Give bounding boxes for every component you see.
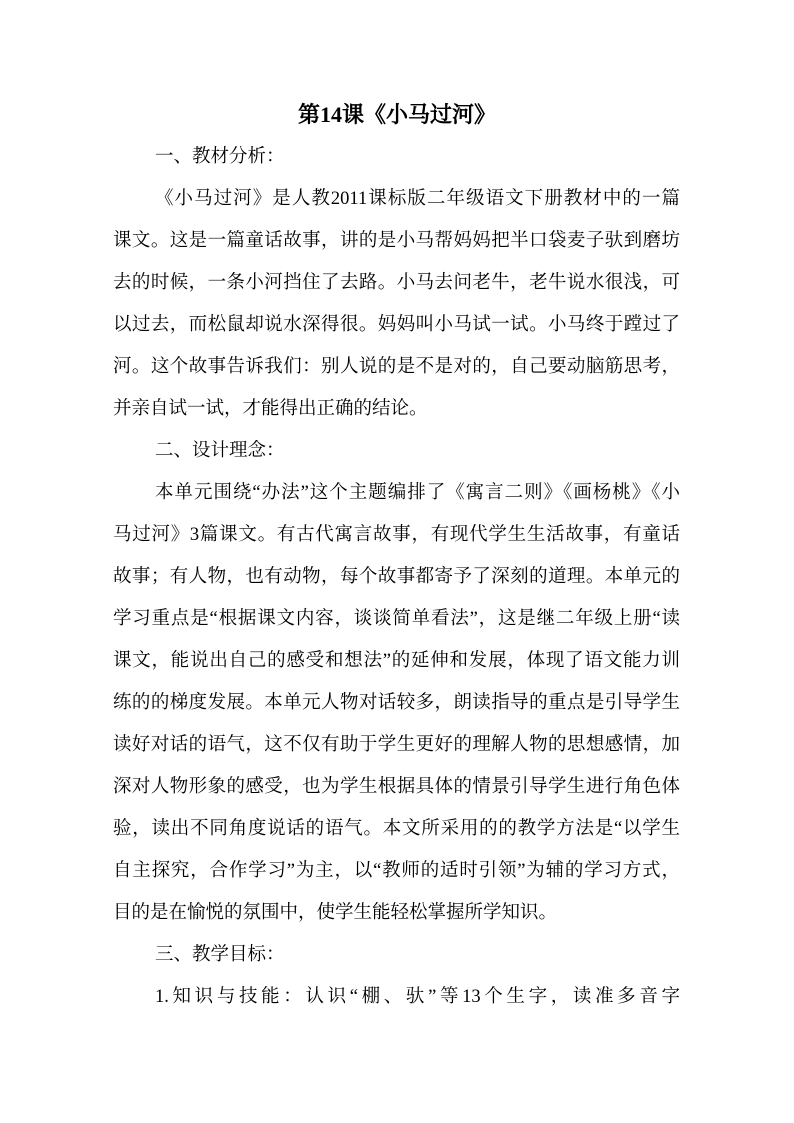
paragraph-line: 自主探究，合作学习”为主，以“教师的适时引领”为辅的学习方式， — [113, 861, 680, 881]
section-heading-design-concept: 二、设计理念： — [155, 441, 285, 461]
paragraph-line: 去的时候，一条小河挡住了去路。小马去问老牛，老牛说水很浅，可 — [113, 273, 680, 293]
paragraph-line: 《小马过河》是人教2011课标版二年级语文下册教材中的一篇 — [155, 189, 680, 209]
paragraph-line: 河。这个故事告诉我们：别人说的是不是对的，自己要动脑筋思考， — [113, 357, 680, 377]
paragraph-line: 1.知识与技能：认识“棚、驮”等13个生字，读准多音字 — [155, 987, 680, 1007]
paragraph-line: 故事；有人物，也有动物，每个故事都寄予了深刻的道理。本单元的 — [113, 567, 680, 587]
paragraph-line: 深对人物形象的感受，也为学生根据具体的情景引导学生进行角色体 — [113, 777, 680, 797]
paragraph-line: 读好对话的语气，这不仅有助于学生更好的理解人物的思想感情，加 — [113, 735, 680, 755]
section-heading-textbook-analysis: 一、教材分析： — [155, 147, 285, 167]
document-body — [113, 136, 680, 1018]
paragraph-line: 并亲自试一试，才能得出正确的结论。 — [113, 399, 428, 419]
paragraph-line: 马过河》3篇课文。有古代寓言故事，有现代学生生活故事，有童话 — [113, 525, 680, 545]
paragraph-line: 本单元围绕“办法”这个主题编排了《寓言二则》《画杨桃》《小 — [155, 483, 680, 503]
paragraph-line: 课文。这是一篇童话故事，讲的是小马帮妈妈把半口袋麦子驮到磨坊 — [113, 231, 680, 251]
paragraph-line: 验，读出不同角度说话的语气。本文所采用的的教学方法是“以学生 — [113, 819, 680, 839]
paragraph-line: 目的是在愉悦的氛围中，使学生能轻松掌握所学知识。 — [113, 903, 558, 923]
section-heading-teaching-objectives: 三、教学目标： — [155, 945, 285, 965]
paragraph-line: 练的的梯度发展。本单元人物对话较多，朗读指导的重点是引导学生 — [113, 693, 680, 713]
paragraph-line: 学习重点是“根据课文内容，谈谈简单看法”，这是继二年级上册“读 — [113, 609, 680, 629]
paragraph-line: 以过去，而松鼠却说水深得很。妈妈叫小马试一试。小马终于蹚过了 — [113, 315, 680, 335]
document-title: 第14课《小马过河》 — [297, 102, 496, 127]
paragraph-line: 课文，能说出自己的感受和想法”的延伸和发展，体现了语文能力训 — [113, 651, 680, 671]
